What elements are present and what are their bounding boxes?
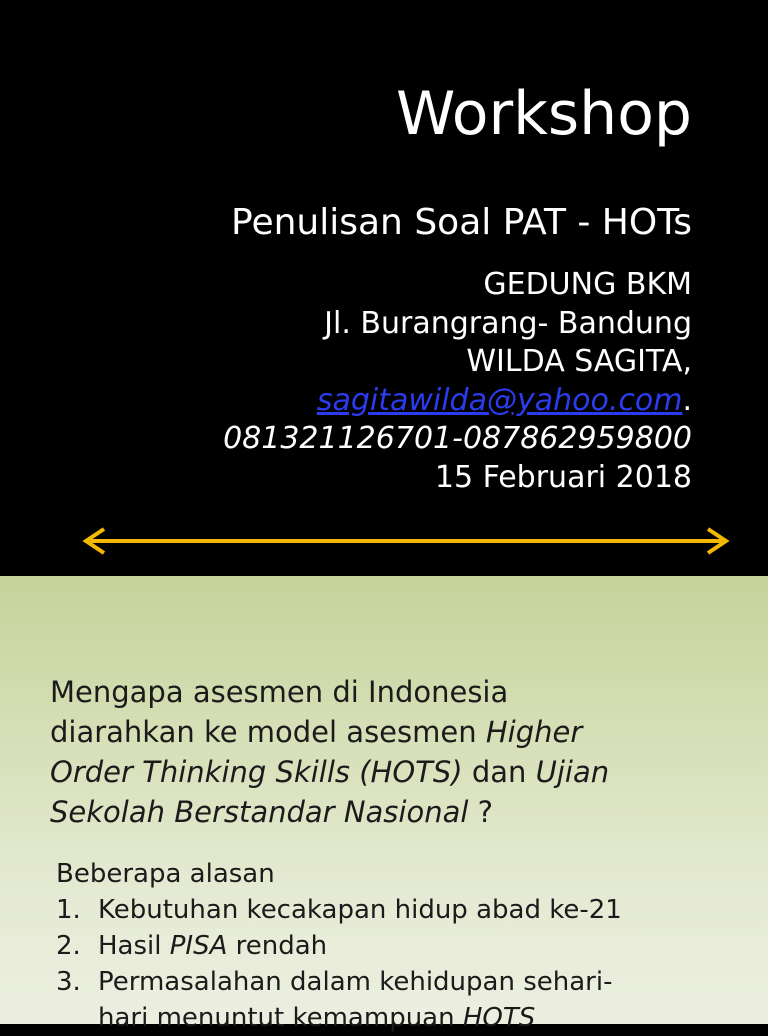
double-arrow-icon bbox=[78, 527, 734, 555]
list-item-emphasis: PISA bbox=[169, 931, 228, 961]
list-item-text-cont: hari menuntut kemampuan bbox=[98, 1003, 463, 1033]
question-line-3-text: dan bbox=[462, 755, 536, 789]
list-item-text-end: rendah bbox=[227, 931, 328, 961]
presenter-name: WILDA SAGITA, bbox=[466, 344, 692, 379]
list-number: 2. bbox=[56, 931, 81, 961]
question-line-3 bbox=[50, 752, 710, 792]
content-slide bbox=[0, 576, 768, 1033]
venue-text: GEDUNG BKM bbox=[483, 267, 692, 302]
email-line bbox=[52, 382, 692, 421]
event-info bbox=[52, 266, 692, 497]
question-line-3-emphasis: Order Thinking Skills (HOTS) bbox=[50, 755, 463, 789]
list-item-text: Permasalahan dalam kehidupan sehari- bbox=[98, 967, 613, 997]
list-item-emphasis: HOTS bbox=[462, 1003, 536, 1033]
list-item bbox=[56, 892, 736, 928]
event-date: 15 Februari 2018 bbox=[434, 459, 692, 495]
list-number: 1. bbox=[56, 895, 81, 925]
email-suffix: . bbox=[682, 382, 692, 418]
list-item-text: Hasil bbox=[98, 931, 170, 961]
list-item bbox=[56, 928, 736, 964]
list-number: 3. bbox=[56, 967, 81, 997]
question-line-2-text: diarahkan ke model asesmen bbox=[50, 715, 486, 749]
address-text: Jl. Burangrang- Bandung bbox=[324, 305, 692, 341]
email-link[interactable]: sagitawilda@yahoo.com bbox=[316, 382, 683, 418]
question-line-3-emphasis-2: Ujian bbox=[535, 755, 610, 789]
phone-numbers: 081321126701-087862959800 bbox=[223, 421, 692, 456]
question-text bbox=[50, 672, 710, 832]
list-item-text: Kebutuhan kecakapan hidup abad ke-21 bbox=[98, 895, 622, 925]
question-line-1: Mengapa asesmen di Indonesia bbox=[50, 675, 509, 709]
question-line-4-emphasis: Sekolah Berstandar Nasional bbox=[50, 795, 469, 829]
question-line-2 bbox=[50, 712, 710, 752]
slide-subtitle: Penulisan Soal PAT - HOTs bbox=[231, 202, 692, 243]
slide-title: Workshop bbox=[395, 79, 692, 149]
question-line-2-emphasis: Higher bbox=[485, 715, 583, 749]
reasons-heading: Beberapa alasan bbox=[56, 859, 275, 889]
question-line-4-text: ? bbox=[468, 795, 494, 829]
list-item bbox=[56, 964, 736, 1036]
question-line-4 bbox=[50, 792, 710, 832]
reasons-list bbox=[56, 856, 736, 1036]
